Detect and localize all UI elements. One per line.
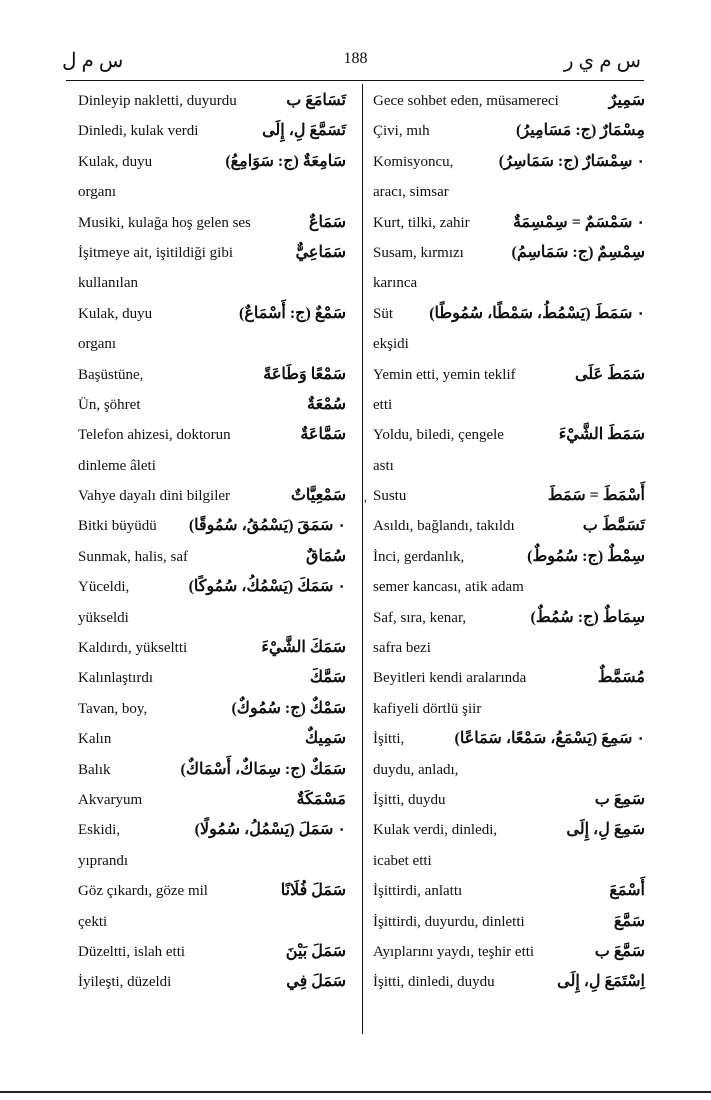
dictionary-entry	[78, 238, 346, 268]
arabic-headword: اِسْتَمَعَ لِ، إِلَى	[557, 973, 645, 991]
dictionary-entry	[373, 299, 645, 329]
dictionary-entry	[78, 177, 346, 207]
turkish-definition: İşittirdi, anlattı	[373, 883, 463, 900]
turkish-definition: Kalın	[78, 731, 112, 748]
dictionary-entry	[373, 542, 645, 572]
page-number: 188	[343, 50, 368, 67]
dictionary-entry	[78, 147, 346, 177]
turkish-definition: Gece sohbet eden, müsamereci	[373, 93, 559, 109]
right-column	[373, 86, 645, 998]
dictionary-entry	[373, 147, 645, 177]
arabic-headword: مُسَمَّطٌ	[597, 669, 645, 687]
turkish-definition: Vahye dayalı dini bilgiler	[78, 488, 231, 505]
turkish-definition: Kalınlaştırdı	[78, 670, 153, 687]
turkish-definition: Çivi, mıh	[373, 123, 430, 140]
turkish-definition: Yüceldi,	[78, 579, 130, 596]
dictionary-entry	[373, 663, 645, 693]
dictionary-entry	[78, 694, 346, 724]
turkish-definition: İşitti,	[373, 731, 405, 748]
dictionary-entry	[373, 572, 645, 602]
dictionary-entry	[78, 815, 346, 845]
arabic-headword: ۰ سَمْسَمٌ = سِمْسِمَةٌ	[512, 213, 645, 231]
dictionary-entry	[373, 967, 645, 997]
turkish-definition: organı	[78, 184, 117, 201]
turkish-definition: Eskidi,	[78, 822, 121, 839]
turkish-definition: etti	[373, 396, 393, 413]
arabic-headword: ۰ سَمَلَ (يَسْمُلُ، سُمُولًا)	[194, 821, 346, 839]
arabic-headword: سَمْكٌ (ج: سُمُوكٌ)	[231, 699, 346, 717]
arabic-headword: سِمْسِمٌ (ج: سَمَاسِمُ)	[511, 243, 645, 261]
arabic-headword: سَمِعَ لِ، إِلَى	[566, 821, 645, 839]
dictionary-entry	[373, 724, 645, 754]
arabic-headword: ۰ سَمَكَ (يَسْمُكُ، سُمُوكًا)	[188, 578, 346, 596]
turkish-definition: semer kancası, atik adam	[373, 579, 524, 596]
turkish-definition: Komisyoncu,	[373, 153, 454, 170]
dictionary-entry	[373, 511, 645, 541]
turkish-definition: Susam, kırmızı	[373, 244, 464, 261]
dictionary-entry	[373, 268, 645, 298]
turkish-definition: İşitti, dinledi, duydu	[373, 974, 495, 991]
dictionary-entry	[78, 937, 346, 967]
turkish-definition: Ün, şöhret	[78, 396, 141, 413]
dictionary-entry	[373, 177, 645, 207]
arabic-headword: سَمَطَ الشَّيْءَ	[558, 426, 645, 444]
turkish-definition: Kurt, tilki, zahir	[373, 214, 470, 231]
turkish-definition: Kulak verdi, dinledi,	[373, 822, 498, 839]
turkish-definition: Musiki, kulağa hoş gelen ses	[78, 214, 251, 231]
dictionary-entry	[373, 329, 645, 359]
arabic-headword: سَمَّكَ	[309, 669, 346, 687]
arabic-headword: سَمَطَ عَلَى	[574, 365, 645, 383]
dictionary-entry	[78, 86, 346, 116]
dictionary-entry	[78, 299, 346, 329]
dictionary-entry	[78, 724, 346, 754]
dictionary-entry	[78, 633, 346, 663]
dictionary-entry	[78, 208, 346, 238]
dictionary-entry	[373, 481, 645, 511]
arabic-headword: سَمْعٌ (ج: أَسْمَاعٌ)	[238, 304, 346, 322]
arabic-headword: ۰ سَمَقَ (يَسْمُقُ، سُمُوقًا)	[188, 517, 346, 535]
turkish-definition: Ayıplarını yaydı, teşhir etti	[373, 943, 535, 960]
turkish-definition: Kulak, duyu	[78, 305, 153, 322]
arabic-headword: سَمَلَ بَيْنَ	[285, 942, 346, 960]
dictionary-entry	[78, 390, 346, 420]
turkish-definition: İnci, gerdanlık,	[373, 548, 465, 565]
dictionary-entry	[373, 360, 645, 390]
arabic-headword: سَمَلَ فِي	[286, 973, 346, 991]
arabic-headword: سَمِيكٌ	[305, 730, 346, 748]
turkish-definition: İşitti, duydu	[373, 791, 446, 808]
arabic-headword: تَسَامَعَ ب	[286, 92, 346, 109]
turkish-definition: İşitmeye ait, işitildiği gibi	[78, 244, 233, 261]
dictionary-entry	[78, 967, 346, 997]
turkish-definition: safra bezi	[373, 640, 431, 657]
dictionary-entry	[78, 542, 346, 572]
arabic-headword: تَسَمَّعَ لِ، إِلَى	[262, 122, 346, 140]
turkish-definition: yükseldi	[78, 609, 129, 626]
turkish-definition: Dinledi, kulak verdi	[78, 123, 199, 140]
turkish-definition: Süt	[373, 305, 394, 322]
turkish-definition: İşittirdi, duyurdu, dinletti	[373, 913, 525, 930]
turkish-definition: icabet etti	[373, 852, 432, 869]
header-root-right: س م ي ر	[563, 50, 641, 72]
dictionary-entry	[373, 937, 645, 967]
turkish-definition: duydu, anladı,	[373, 761, 459, 778]
dictionary-entry	[373, 116, 645, 146]
dictionary-entry	[78, 329, 346, 359]
turkish-definition: Düzeltti, islah etti	[78, 943, 186, 960]
turkish-definition: Sustu	[373, 488, 407, 505]
arabic-headword: سَمَّعَ	[613, 912, 645, 930]
turkish-definition: Telefon ahizesi, doktorun	[78, 427, 231, 444]
dictionary-entry	[78, 451, 346, 481]
dictionary-entry	[78, 755, 346, 785]
arabic-headword: سَمَّاعَةٌ	[300, 426, 346, 444]
turkish-definition: Asıldı, bağlandı, takıldı	[373, 518, 515, 535]
arabic-headword: سِمْطٌ (ج: سُمُوطٌ)	[527, 547, 645, 565]
arabic-headword: سَمَلَ فُلَانًا	[280, 882, 346, 900]
dictionary-entry	[373, 208, 645, 238]
turkish-definition: Sunmak, halis, saf	[78, 548, 188, 565]
dictionary-entry	[373, 603, 645, 633]
dictionary-entry	[78, 116, 346, 146]
dictionary-entry	[373, 907, 645, 937]
dictionary-entry	[373, 846, 645, 876]
turkish-definition: astı	[373, 457, 394, 474]
left-column	[78, 86, 346, 998]
arabic-headword: ۰ سَمَطَ (يَسْمُطُ، سَمْطًا، سُمُوطًا)	[429, 304, 645, 322]
footer-rule	[0, 1091, 711, 1093]
dictionary-entry	[78, 268, 346, 298]
arabic-headword: سَمَكٌ (ج: سِمَاكٌ، أَسْمَاكٌ)	[180, 760, 346, 778]
dictionary-entry	[373, 451, 645, 481]
turkish-definition: çekti	[78, 913, 108, 930]
dictionary-entry	[373, 785, 645, 815]
arabic-headword: سُمْعَةٌ	[307, 395, 346, 413]
dictionary-entry	[78, 785, 346, 815]
turkish-definition: Saf, sıra, kenar,	[373, 609, 467, 626]
dictionary-entry	[373, 390, 645, 420]
arabic-headword: سَمَاعِيٌّ	[295, 243, 346, 261]
turkish-definition: Başüstüne,	[78, 366, 144, 383]
arabic-headword: سَمَكَ الشَّيْءَ	[261, 639, 346, 657]
dictionary-entry	[78, 360, 346, 390]
arabic-headword: سَمْعِيَّاتٌ	[290, 487, 346, 505]
turkish-definition: Akvaryum	[78, 791, 143, 808]
dictionary-entry	[373, 755, 645, 785]
dictionary-entry	[373, 633, 645, 663]
dictionary-entry	[373, 238, 645, 268]
dictionary-entry	[78, 846, 346, 876]
dictionary-entry	[373, 815, 645, 845]
turkish-definition: Dinleyip nakletti, duyurdu	[78, 93, 237, 109]
header-root-left: س م ل	[62, 50, 124, 72]
turkish-definition: Tavan, boy,	[78, 700, 148, 717]
turkish-definition: aracı, simsar	[373, 184, 449, 201]
dictionary-entry	[373, 420, 645, 450]
arabic-headword: ۰ سِمْسَارٌ (ج: سَمَاسِرُ)	[498, 152, 645, 170]
turkish-definition: Bitki büyüdü	[78, 518, 157, 535]
dictionary-entry	[78, 511, 346, 541]
dictionary-entry	[78, 603, 346, 633]
turkish-definition: karınca	[373, 275, 418, 292]
dictionary-entry	[78, 907, 346, 937]
page-header	[0, 48, 711, 78]
arabic-headword: أَسْمَطَ = سَمَطَ	[547, 487, 645, 505]
column-divider	[362, 84, 363, 1034]
turkish-definition: kafiyeli dörtlü şiir	[373, 700, 482, 717]
dictionary-entry	[78, 420, 346, 450]
dictionary-entry	[373, 876, 645, 906]
turkish-definition: organı	[78, 336, 117, 353]
arabic-headword: ۰ سَمِعَ (يَسْمَعُ، سَمْعًا، سَمَاعًا)	[454, 730, 645, 748]
arabic-headword: مَسْمَكَةٌ	[296, 790, 346, 808]
arabic-headword: سَمْعًا وَطَاعَةً	[263, 365, 346, 383]
dictionary-entry	[373, 694, 645, 724]
arabic-headword: سَمَاعٌ	[308, 213, 346, 231]
turkish-definition: Beyitleri kendi aralarında	[373, 670, 527, 687]
header-rule	[66, 80, 644, 81]
arabic-headword: مِسْمَارٌ (ج: مَسَامِيرُ)	[516, 122, 645, 140]
turkish-definition: kullanılan	[78, 275, 138, 292]
turkish-definition: Balık	[78, 761, 111, 778]
turkish-definition: Yemin etti, yemin teklif	[373, 366, 516, 383]
turkish-definition: İyileşti, düzeldi	[78, 974, 172, 991]
stray-mark: '	[364, 498, 367, 513]
turkish-definition: Kulak, duyu	[78, 153, 153, 170]
arabic-headword: أَسْمَعَ	[609, 882, 645, 900]
turkish-definition: Yoldu, biledi, çengele	[373, 427, 504, 444]
dictionary-entry	[78, 572, 346, 602]
arabic-headword: سَمَّعَ ب	[594, 942, 645, 960]
dictionary-entry	[78, 663, 346, 693]
turkish-definition: ekşidi	[373, 336, 409, 353]
arabic-headword: سَامِعَةٌ (ج: سَوَامِعُ)	[225, 152, 346, 170]
turkish-definition: dinleme âleti	[78, 457, 156, 474]
dictionary-entry	[373, 86, 645, 116]
arabic-headword: تَسَمَّطَ ب	[582, 517, 645, 535]
dictionary-entry	[78, 876, 346, 906]
arabic-headword: سِمَاطٌ (ج: سُمُطٌ)	[530, 608, 645, 626]
turkish-definition: yıprandı	[78, 852, 128, 869]
arabic-headword: سَمِيرٌ	[608, 92, 645, 109]
turkish-definition: Göz çıkardı, göze mil	[78, 883, 208, 900]
arabic-headword: سُمَاقٌ	[306, 547, 346, 565]
turkish-definition: Kaldırdı, yükseltti	[78, 640, 188, 657]
dictionary-entry	[78, 481, 346, 511]
arabic-headword: سَمِعَ ب	[594, 790, 645, 808]
